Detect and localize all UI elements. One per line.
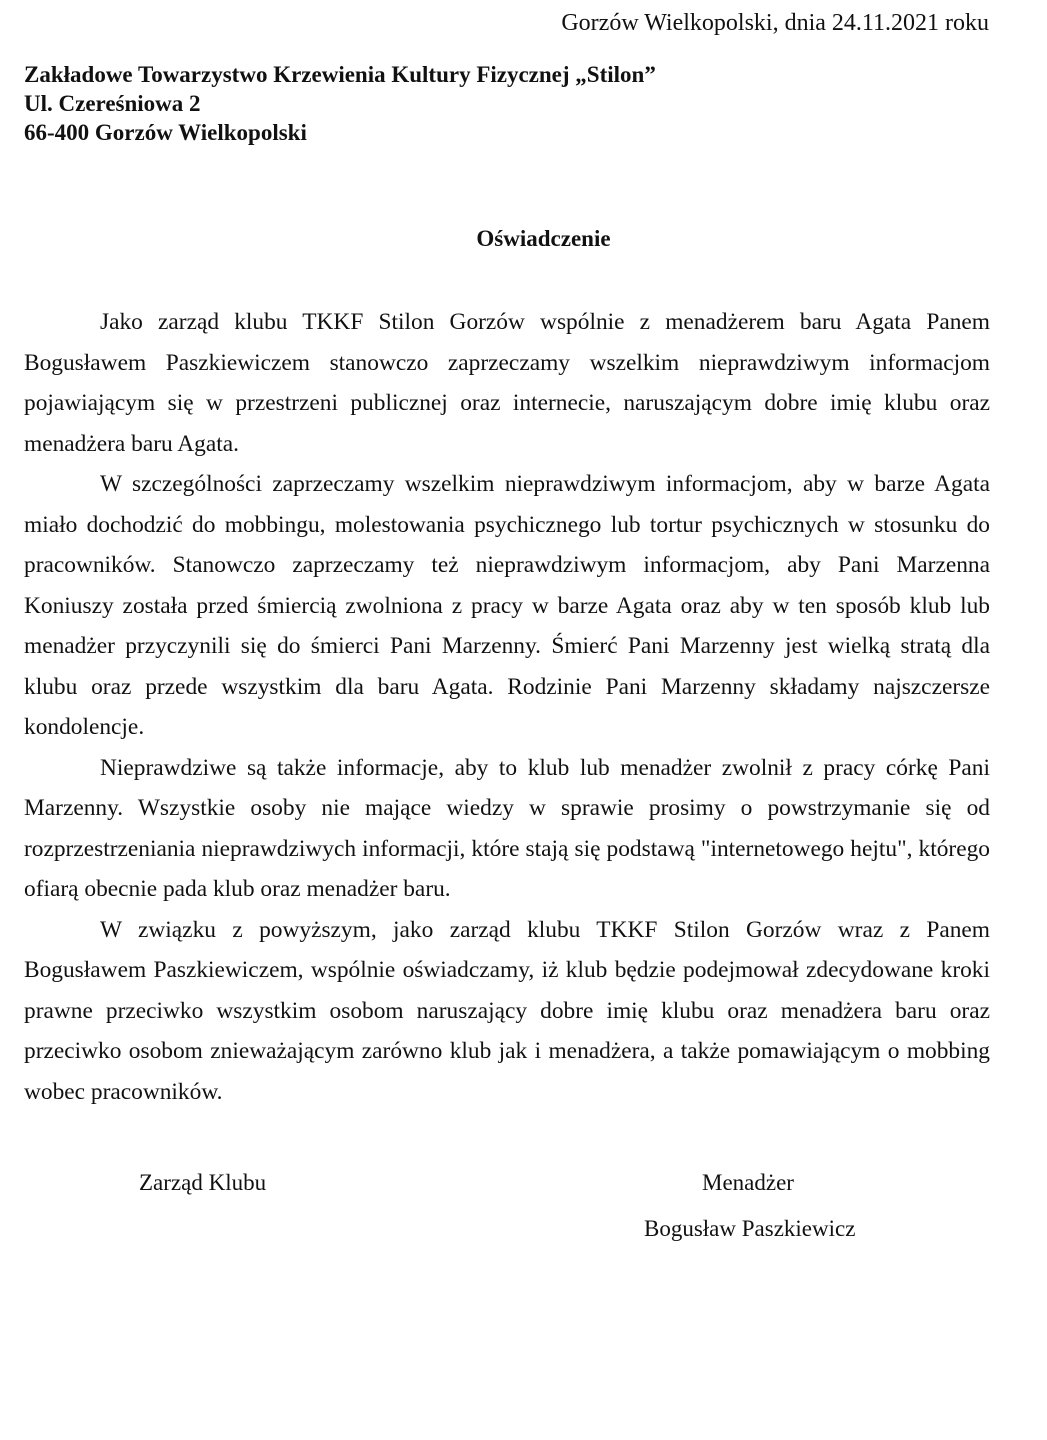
paragraph-3: Nieprawdziwe są także informacje, aby to klub lub menadżer zwolnił z pracy córkę Pani Marzenny. Wszystkie osoby nie mające wiedzy w sprawie prosimy o powstrzymanie się od rozprzestrzeniania nieprawdziwych informacji, które stają się podstawą "internetowego hejtu", którego ofiarą obecnie pada klub oraz menadżer baru. <box>24 754 990 902</box>
signature-manager-name: Bogusław Paszkiewicz <box>644 1216 856 1241</box>
date-line: Gorzów Wielkopolski, dnia 24.11.2021 roku <box>561 10 989 36</box>
addressee-block <box>24 60 656 147</box>
statement-body <box>24 302 990 1112</box>
paragraph-1: Jako zarząd klubu TKKF Stilon Gorzów wspólnie z menadżerem baru Agata Panem Bogusławem Paszkiewiczem stanowczo zaprzeczamy wszelkim nieprawdziwym informacjom pojawiającym się w przestrzeni publicznej oraz internecie, naruszającym dobre imię klubu oraz menadżera baru Agata. <box>24 309 990 457</box>
document-title: Oświadczenie <box>476 226 611 251</box>
addressee-name: Zakładowe Towarzystwo Krzewienia Kultury Fizycznej „Stilon” <box>24 62 656 87</box>
paragraph-4: W związku z powyższym, jako zarząd klubu TKKF Stilon Gorzów wraz z Panem Bogusławem Paszkiewiczem, wspólnie oświadczamy, iż klub będzie podejmował zdecydowane kroki prawne przeciwko wszystkim osobom naruszający dobre imię klubu oraz menadżera baru oraz przeciwko osobom znieważającym zarówno klub jak i menadżera, a także pomawiającym o mobbing wobec pracowników. <box>24 916 990 1105</box>
addressee-city: 66-400 Gorzów Wielkopolski <box>24 120 307 145</box>
paragraph-2: W szczególności zaprzeczamy wszelkim nieprawdziwym informacjom, aby w barze Agata miało dochodzić do mobbingu, molestowania psychicznego lub tortur psychicznych w stosunku do pracowników. Stanowczo zaprzeczamy też nieprawdziwym informacjom, aby Pani Marzenna Koniuszy została przed śmiercią zwolniona z pracy w barze Agata oraz aby w ten sposób klub lub menadżer przyczynili się do śmierci Pani Marzenny. Śmierć Pani Marzenny jest wielką stratą dla klubu oraz przede wszystkim dla baru Agata. Rodzinie Pani Marzenny składamy najszczersze kondolencje. <box>24 471 990 740</box>
addressee-street: Ul. Czereśniowa 2 <box>24 91 201 116</box>
signature-manager-label: Menadżer <box>702 1170 794 1195</box>
signature-board-label: Zarząd Klubu <box>139 1170 267 1195</box>
